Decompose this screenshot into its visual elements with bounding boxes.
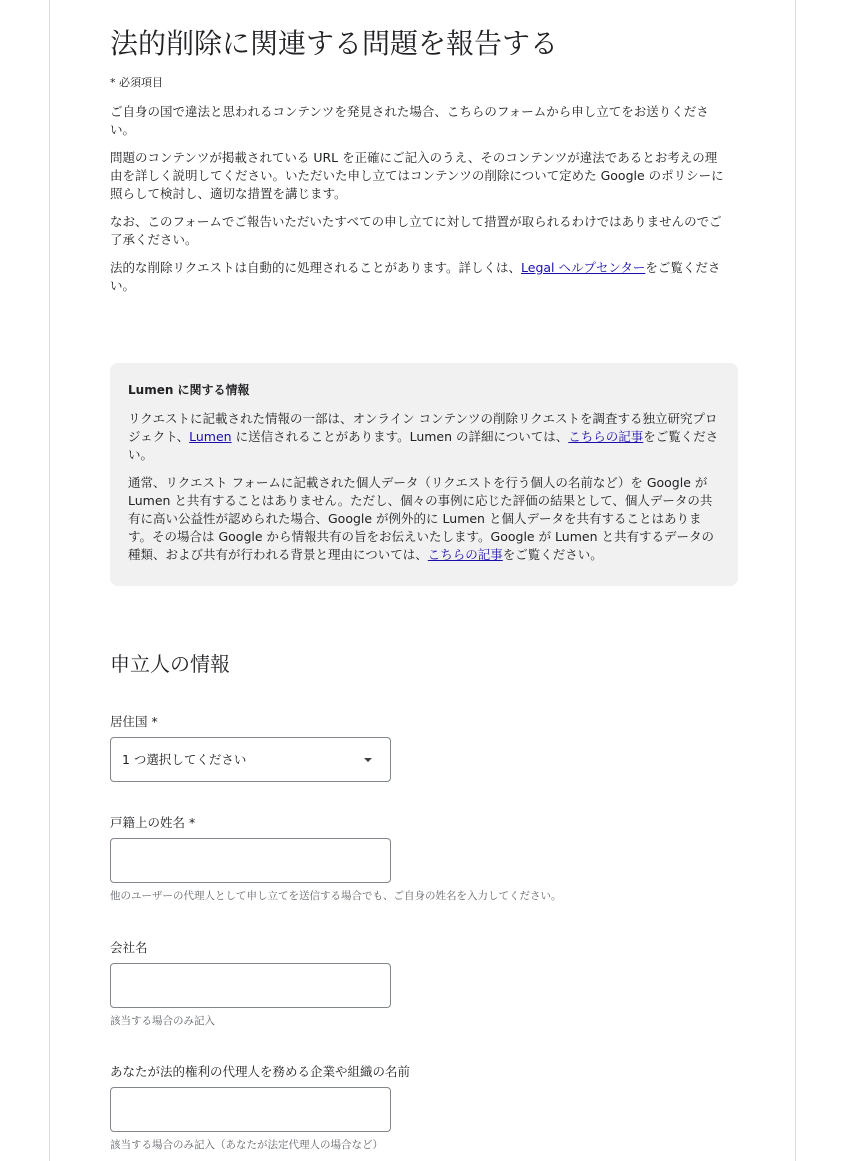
lumen-p1-text-end: をご覧ください。 [128,429,719,462]
dropdown-arrow-icon [364,758,372,762]
lumen-article-link-1[interactable]: こちらの記事 [568,429,644,444]
intro-p4-text: 法的な削除リクエストは自動的に処理されることがあります。詳しくは、 [110,260,522,275]
lumen-paragraph-1 [128,410,720,464]
lumen-link[interactable]: Lumen [189,429,232,444]
represented-org-field [110,1064,730,1152]
lumen-p2-text: 通常、リクエスト フォームに記載された個人データ（リクエストを行う個人の名前など）を Google が Lumen と共有することはありません。ただし、個々の事例に応じた評価の結果として、個人データの共有に高い公益性が認められた場合、Google が例外的に Lumen と個人データを共有することはあります。その場合は Google から情報共有の旨をお伝えいたします。Google が Lumen と共有するデータの種類、および共有が行われる背景と理由については、 [128,475,714,562]
represented-org-hint: 該当する場合のみ記入（あなたが法定代理人の場合など） [110,1139,383,1151]
lumen-info-box [110,363,738,586]
legal-name-label: 戸籍上の姓名 * [110,815,196,830]
required-note: * 必須項目 [110,76,163,89]
represented-org-input[interactable] [110,1087,391,1132]
legal-name-hint: 他のユーザーの代理人として申し立てを送信する場合でも、ご自身の姓名を入力してください。 [110,890,562,902]
company-input[interactable] [110,963,391,1008]
section-title-claimant: 申立人の情報 [110,652,230,676]
intro-paragraph-3: なお、このフォームでご報告いただいたすべての申し立てに対して措置が取られるわけではありませんのでご了承ください。 [110,214,722,247]
lumen-p2-text-end: をご覧ください。 [502,547,603,562]
legal-help-center-link[interactable]: Legal ヘルプセンター [521,260,646,275]
represented-org-label: あなたが法的権利の代理人を務める企業や組織の名前 [110,1064,411,1079]
lumen-paragraph-2 [128,474,720,564]
form-frame [49,0,796,1161]
country-label: 居住国 * [110,714,158,729]
country-select-value: 1 つ選択してください [122,752,247,767]
intro-paragraph-2: 問題のコンテンツが掲載されている URL を正確にご記入のうえ、そのコンテンツが違法であるとお考えの理由を詳しく説明してください。いただいた申し立てはコンテンツの削除について定めた Google のポリシーに照らして検討し、適切な措置を講じます。 [110,150,724,201]
intro-paragraph-4 [110,259,726,295]
intro-paragraph-1: ご自身の国で違法と思われるコンテンツを発見された場合、こちらのフォームから申し立てをお送りください。 [110,104,709,137]
company-field [110,940,730,1028]
lumen-heading: Lumen に関する情報 [128,383,250,397]
intro-text [110,103,726,305]
lumen-p1-text-mid: に送信されることがあります。Lumen の詳細については、 [231,429,569,444]
company-label: 会社名 [110,940,148,955]
lumen-p1-text: リクエストに記載された情報の一部は、オンライン コンテンツの削除リクエストを調査する独立研究プロジェクト、 [128,411,718,444]
lumen-article-link-2[interactable]: こちらの記事 [427,547,503,562]
country-field [110,714,730,782]
country-select[interactable] [110,737,391,782]
intro-p4-text-end: をご覧ください。 [110,260,721,293]
legal-name-field [110,815,730,903]
company-hint: 該当する場合のみ記入 [110,1015,215,1027]
page-title: 法的削除に関連する問題を報告する [110,27,559,60]
legal-name-input[interactable] [110,838,391,883]
